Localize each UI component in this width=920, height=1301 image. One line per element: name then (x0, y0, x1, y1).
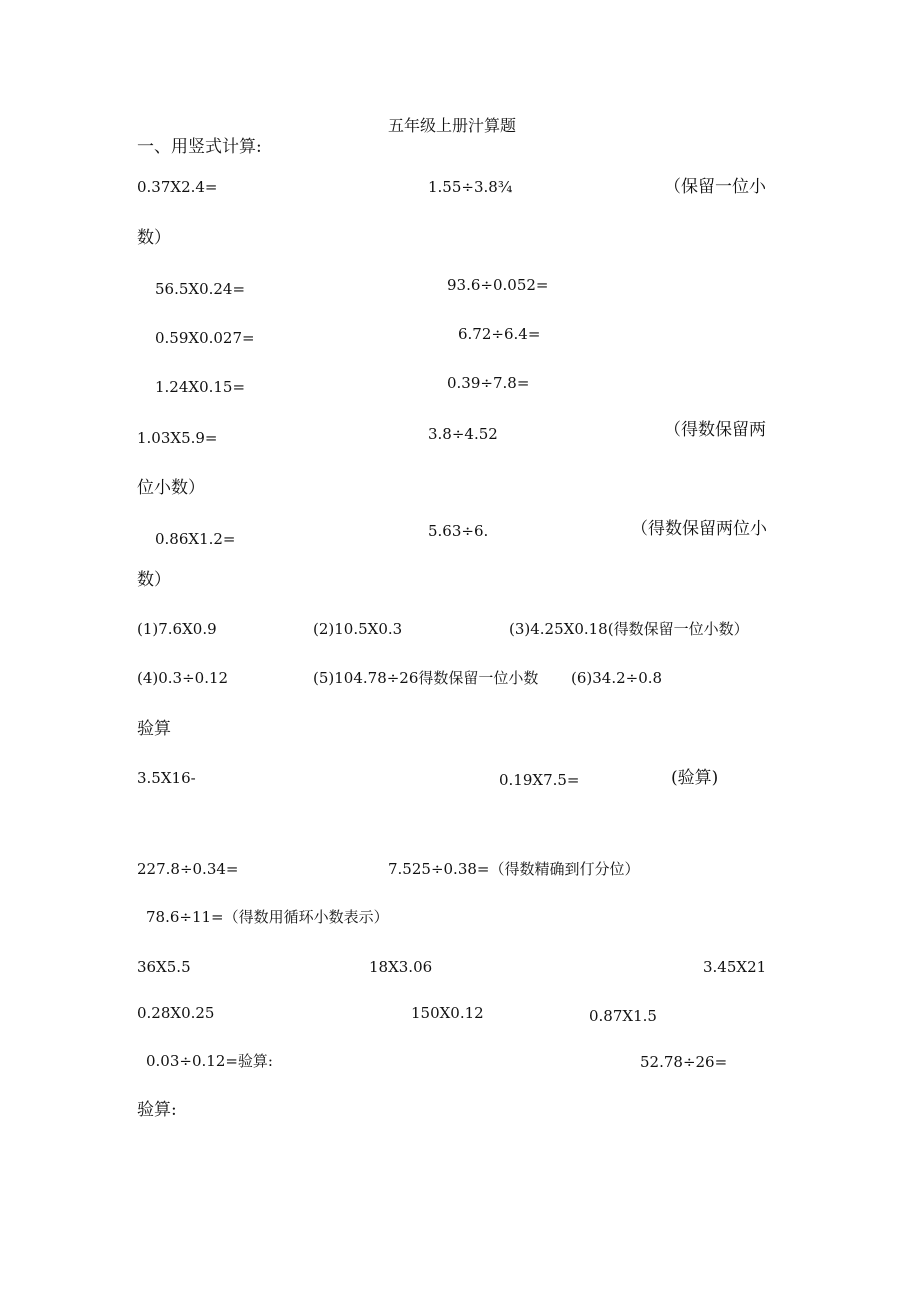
problem: 0.39÷7.8= (447, 374, 530, 392)
problem-note: (验算) (671, 768, 719, 788)
problem: (1)7.6X0.9 (137, 620, 217, 638)
problem: 0.59X0.027= (155, 329, 255, 347)
problem: 78.6÷11=（得数用循环小数表示） (146, 908, 389, 926)
problem-note-continued: 数） (137, 228, 171, 248)
problem-note-continued: 位小数） (137, 478, 205, 498)
problem-note: （得数保留两位小 (631, 519, 767, 539)
problem: 7.525÷0.38=（得数精确到仃分位） (388, 860, 640, 878)
check-label: 验算 (137, 719, 171, 739)
page-title: 五年级上册汁算题 (388, 116, 517, 135)
problem: (5)104.78÷26得数保留一位小数 (313, 669, 539, 687)
problem: (3)4.25X0.18(得数保留一位小数） (509, 620, 749, 638)
problem: 52.78÷26= (640, 1053, 728, 1071)
problem: 36X5.5 (137, 958, 191, 976)
problem: 0.37X2.4= (137, 178, 218, 196)
problem: 1.24X0.15= (155, 378, 246, 396)
problem: 1.55÷3.8¾ (428, 178, 513, 196)
problem-note-continued: 数） (137, 570, 171, 590)
problem: 3.8÷4.52 (428, 425, 498, 443)
problem: 0.19X7.5= (499, 771, 580, 789)
problem: (4)0.3÷0.12 (137, 669, 229, 687)
problem: 0.03÷0.12=验算: (146, 1052, 273, 1070)
problem: (2)10.5X0.3 (313, 620, 403, 638)
problem-note: （得数保留两 (664, 420, 766, 440)
problem: (6)34.2÷0.8 (571, 669, 663, 687)
problem: 6.72÷6.4= (458, 325, 541, 343)
problem: 5.63÷6. (428, 522, 489, 540)
problem-note: （保留一位小 (664, 177, 766, 197)
problem: 0.86X1.2= (155, 530, 236, 548)
final-check-label: 验算: (137, 1100, 177, 1120)
problem: 150X0.12 (411, 1004, 484, 1022)
problem: 3.5X16- (137, 769, 196, 787)
problem: 1.03X5.9= (137, 429, 218, 447)
problem: 3.45X21 (703, 958, 767, 976)
problem: 227.8÷0.34= (137, 860, 239, 878)
problem: 56.5X0.24= (155, 280, 246, 298)
problem: 0.87X1.5 (589, 1007, 657, 1025)
problem: 0.28X0.25 (137, 1004, 215, 1022)
section-heading: 一、用竖式计算: (137, 137, 262, 157)
problem: 93.6÷0.052= (447, 276, 549, 294)
problem: 18X3.06 (369, 958, 433, 976)
